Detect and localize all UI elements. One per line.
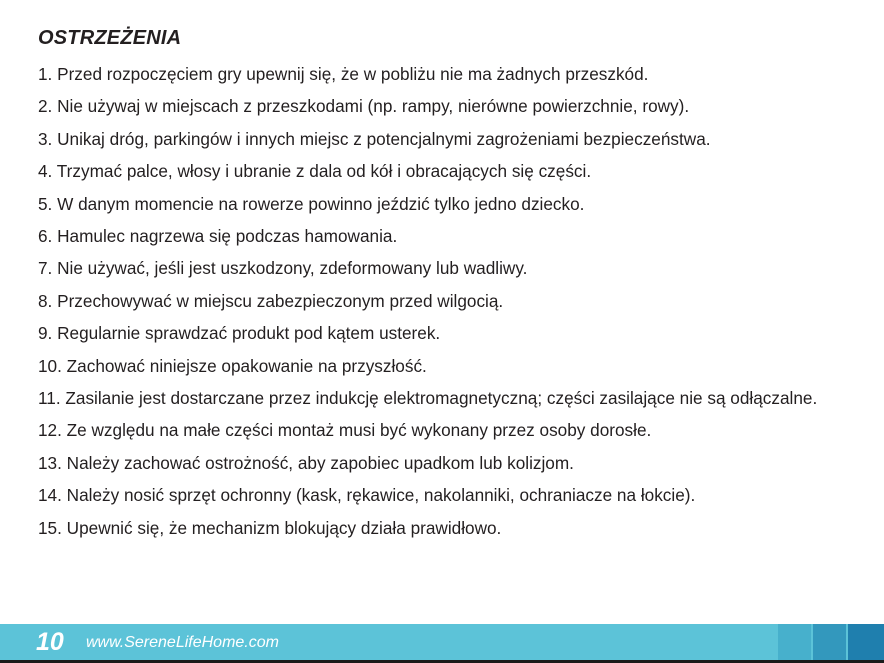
warning-item: 9. Regularnie sprawdzać produkt pod kątem usterek. — [38, 323, 441, 344]
warning-item: 1. Przed rozpoczęciem gry upewnij się, że w pobliżu nie ma żadnych przeszkód. — [38, 64, 649, 84]
footer-accent-block — [813, 624, 846, 660]
warning-item: 3. Unikaj dróg, parkingów i innych miejsc z potencjalnymi zagrożeniami bezpieczeństwa. — [38, 128, 711, 149]
warning-item: 4. Trzymać palce, włosy i ubranie z dala od kół i obracających się części. — [38, 161, 592, 182]
warning-item: 15. Upewnić się, że mechanizm blokujący działa prawidłowo. — [38, 517, 502, 538]
warning-item: 5. W danym momencie na rowerze powinno jeździć tylko jedno dziecko. — [38, 193, 585, 214]
page-number: 10 — [36, 628, 64, 656]
warnings-list — [38, 58, 858, 544]
warning-item: 2. Nie używaj w miejscach z przeszkodami (np. rampy, nierówne powierzchnie, rowy). — [38, 96, 690, 117]
warning-item: 8. Przechowywać w miejscu zabezpieczonym przed wilgocią. — [38, 290, 504, 311]
footer-accent-block — [778, 624, 811, 660]
warnings-heading: OSTRZEŻENIA — [38, 27, 182, 49]
footer-bar — [0, 624, 884, 660]
warning-item: 6. Hamulec nagrzewa się podczas hamowania. — [38, 226, 398, 247]
warning-item: 7. Nie używać, jeśli jest uszkodzony, zdeformowany lub wadliwy. — [38, 258, 528, 279]
website-link[interactable]: www.SereneLifeHome.com — [86, 634, 279, 651]
warning-item: 13. Należy zachować ostrożność, aby zapobiec upadkom lub kolizjom. — [38, 452, 574, 473]
warning-item: 11. Zasilanie jest dostarczane przez indukcję elektromagnetyczną; części zasilające nie są odłączalne. — [38, 388, 818, 409]
footer-accent-block — [848, 624, 884, 660]
warning-item: 10. Zachować niniejsze opakowanie na przyszłość. — [38, 355, 427, 376]
warning-item: 14. Należy nosić sprzęt ochronny (kask, rękawice, nakolanniki, ochraniacze na łokcie). — [38, 485, 696, 506]
warning-item: 12. Ze względu na małe części montaż musi być wykonany przez osoby dorosłe. — [38, 420, 652, 441]
